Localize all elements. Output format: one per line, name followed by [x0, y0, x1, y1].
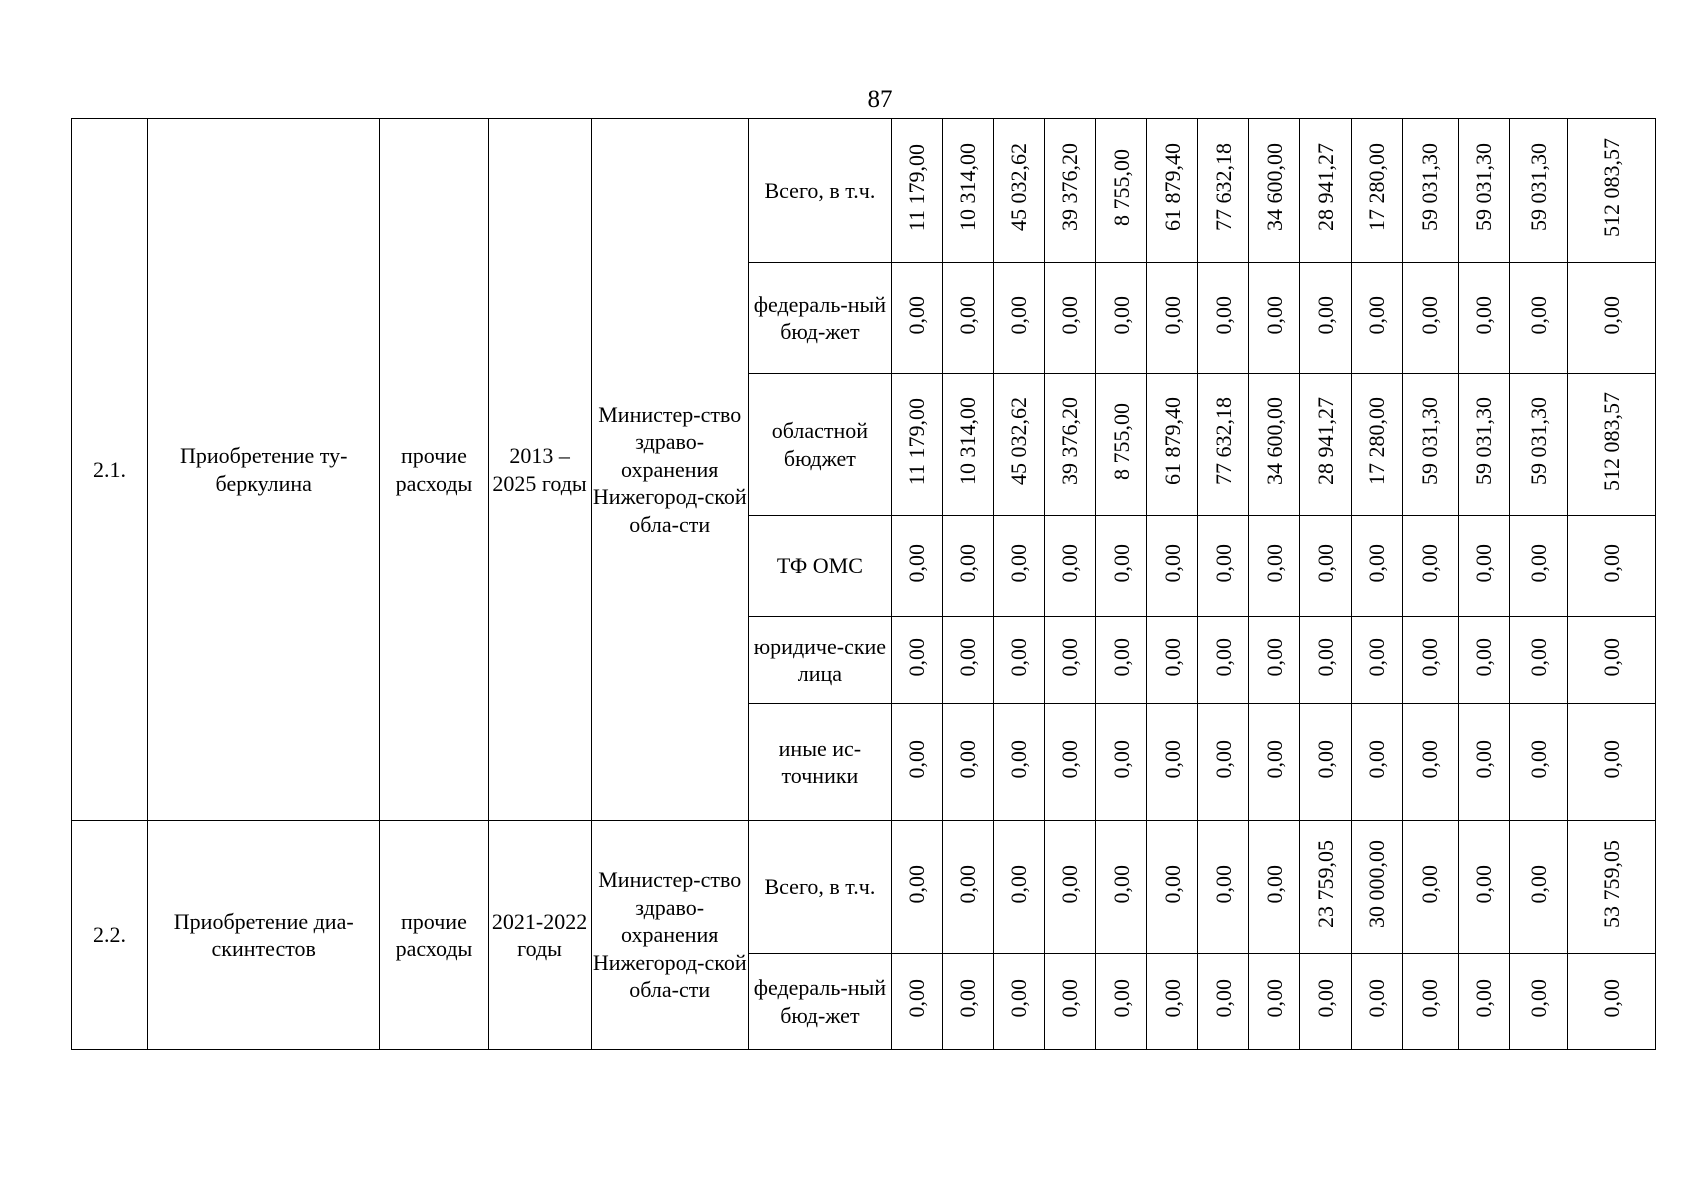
value-text: 0,00 [1312, 739, 1338, 778]
value-text: 512 083,57 [1598, 137, 1624, 237]
value-cell [1249, 263, 1300, 374]
value-cell [1198, 821, 1249, 954]
value-cell [994, 516, 1045, 617]
value-cell [1458, 704, 1509, 821]
value-text: 34 600,00 [1261, 397, 1287, 486]
value-text: 77 632,18 [1210, 143, 1236, 232]
value-cell [1147, 119, 1198, 263]
value-cell [1249, 617, 1300, 704]
value-cell [891, 704, 942, 821]
value-cell [1402, 704, 1458, 821]
value-cell [943, 516, 994, 617]
value-cell [1249, 704, 1300, 821]
value-text: 0,00 [1210, 864, 1236, 903]
value-cell [994, 954, 1045, 1050]
value-text: 59 031,30 [1470, 397, 1496, 486]
value-cell [1249, 374, 1300, 516]
value-text: 0,00 [1108, 295, 1134, 334]
value-text: 0,00 [1312, 295, 1338, 334]
value-text: 0,00 [1261, 979, 1287, 1018]
value-cell [1509, 263, 1567, 374]
value-cell [1351, 617, 1402, 704]
value-cell [1147, 704, 1198, 821]
value-text: 45 032,62 [1006, 397, 1032, 486]
page-number: 87 [867, 86, 893, 113]
funding-source-label: Всего, в т.ч. [748, 821, 891, 954]
value-cell [1567, 617, 1655, 704]
value-text: 0,00 [1057, 295, 1083, 334]
table-row [72, 119, 1656, 263]
value-text: 0,00 [1006, 295, 1032, 334]
value-cell [1458, 263, 1509, 374]
budget-table [71, 118, 1656, 1050]
value-text: 0,00 [1470, 295, 1496, 334]
value-text: 0,00 [955, 739, 981, 778]
value-text: 0,00 [1598, 637, 1624, 676]
value-text: 512 083,57 [1598, 391, 1624, 491]
value-text: 0,00 [1159, 739, 1185, 778]
value-text: 59 031,30 [1525, 397, 1551, 486]
expense-type: прочие расходы [380, 119, 488, 821]
value-cell [1096, 954, 1147, 1050]
value-text: 0,00 [1108, 543, 1134, 582]
value-cell [1300, 374, 1351, 516]
value-cell [1402, 954, 1458, 1050]
value-cell [1045, 821, 1096, 954]
value-cell [1045, 617, 1096, 704]
value-cell [891, 516, 942, 617]
value-cell [1402, 821, 1458, 954]
value-text: 0,00 [1006, 543, 1032, 582]
value-cell [891, 954, 942, 1050]
value-cell [1458, 374, 1509, 516]
value-cell [1198, 516, 1249, 617]
value-text: 0,00 [1210, 543, 1236, 582]
value-cell [943, 954, 994, 1050]
value-cell [1096, 263, 1147, 374]
value-cell [1096, 704, 1147, 821]
value-cell [1198, 119, 1249, 263]
value-cell [1509, 119, 1567, 263]
value-text: 0,00 [1470, 864, 1496, 903]
value-cell [1351, 119, 1402, 263]
value-cell [1351, 704, 1402, 821]
value-text: 0,00 [1470, 543, 1496, 582]
value-text: 0,00 [1210, 637, 1236, 676]
value-cell [1147, 516, 1198, 617]
value-text: 8 755,00 [1108, 402, 1134, 480]
value-cell [891, 263, 942, 374]
value-text: 0,00 [1261, 637, 1287, 676]
value-text: 0,00 [1470, 637, 1496, 676]
value-text: 0,00 [1363, 543, 1389, 582]
value-text: 0,00 [1057, 739, 1083, 778]
funding-source-label: иные ис-точники [748, 704, 891, 821]
value-text: 0,00 [1159, 637, 1185, 676]
value-cell [943, 617, 994, 704]
table-row [72, 821, 1656, 954]
value-cell [1045, 704, 1096, 821]
value-cell [1509, 821, 1567, 954]
value-text: 0,00 [1312, 979, 1338, 1018]
value-cell [891, 821, 942, 954]
value-cell [1509, 704, 1567, 821]
value-cell [994, 119, 1045, 263]
value-text: 0,00 [1470, 979, 1496, 1018]
value-text: 0,00 [1417, 295, 1443, 334]
value-cell [1045, 516, 1096, 617]
value-cell [1351, 954, 1402, 1050]
value-text: 0,00 [1525, 543, 1551, 582]
value-text: 0,00 [1363, 295, 1389, 334]
value-cell [1045, 954, 1096, 1050]
period: 2021-2022 годы [488, 821, 591, 1050]
funding-source-label: областной бюджет [748, 374, 891, 516]
value-text: 10 314,00 [955, 143, 981, 232]
value-text: 0,00 [1057, 637, 1083, 676]
value-text: 0,00 [1159, 979, 1185, 1018]
value-text: 28 941,27 [1312, 143, 1338, 232]
value-text: 0,00 [1598, 543, 1624, 582]
funding-source-label: федераль-ный бюд-жет [748, 263, 891, 374]
value-text: 0,00 [1261, 864, 1287, 903]
value-cell [1198, 954, 1249, 1050]
value-cell [1045, 119, 1096, 263]
value-cell [943, 374, 994, 516]
value-cell [1198, 704, 1249, 821]
value-cell [1198, 617, 1249, 704]
value-text: 34 600,00 [1261, 143, 1287, 232]
value-cell [1249, 821, 1300, 954]
value-cell [1198, 263, 1249, 374]
item-number: 2.1. [72, 119, 148, 821]
value-cell [1351, 374, 1402, 516]
value-text: 0,00 [1417, 864, 1443, 903]
value-text: 61 879,40 [1159, 397, 1185, 486]
value-cell [994, 617, 1045, 704]
value-cell [1300, 516, 1351, 617]
value-text: 0,00 [1525, 637, 1551, 676]
value-cell [1045, 374, 1096, 516]
item-number: 2.2. [72, 821, 148, 1050]
value-cell [1147, 374, 1198, 516]
value-text: 45 032,62 [1006, 143, 1032, 232]
value-cell [891, 374, 942, 516]
value-cell [1567, 516, 1655, 617]
value-text: 0,00 [1598, 295, 1624, 334]
value-text: 0,00 [1006, 979, 1032, 1018]
value-cell [1249, 119, 1300, 263]
value-cell [1300, 954, 1351, 1050]
value-text: 0,00 [1525, 739, 1551, 778]
value-cell [1351, 821, 1402, 954]
value-cell [943, 821, 994, 954]
value-text: 53 759,05 [1598, 839, 1624, 928]
value-cell [994, 374, 1045, 516]
value-text: 23 759,05 [1312, 839, 1338, 928]
value-cell [1402, 263, 1458, 374]
value-cell [1351, 516, 1402, 617]
value-cell [1509, 954, 1567, 1050]
value-text: 11 179,00 [904, 397, 930, 485]
value-text: 11 179,00 [904, 143, 930, 231]
value-cell [1096, 374, 1147, 516]
value-cell [1458, 617, 1509, 704]
value-text: 0,00 [1363, 739, 1389, 778]
value-text: 0,00 [1525, 864, 1551, 903]
value-cell [1567, 821, 1655, 954]
funding-source-label: юридиче-ские лица [748, 617, 891, 704]
value-cell [943, 263, 994, 374]
funding-source-label: ТФ ОМС [748, 516, 891, 617]
value-cell [1402, 617, 1458, 704]
value-cell [1147, 263, 1198, 374]
value-text: 59 031,30 [1417, 397, 1443, 486]
value-cell [994, 821, 1045, 954]
value-text: 0,00 [1417, 979, 1443, 1018]
value-text: 0,00 [1210, 739, 1236, 778]
value-text: 0,00 [1159, 864, 1185, 903]
value-cell [1458, 516, 1509, 617]
value-cell [1198, 374, 1249, 516]
value-cell [943, 119, 994, 263]
value-cell [1045, 263, 1096, 374]
expense-type: прочие расходы [380, 821, 488, 1050]
value-text: 0,00 [1210, 295, 1236, 334]
value-text: 0,00 [1598, 979, 1624, 1018]
value-text: 0,00 [955, 864, 981, 903]
value-text: 0,00 [1057, 864, 1083, 903]
value-cell [1300, 821, 1351, 954]
executor: Министер-ство здраво-охранения Нижегород-ской обла-сти [591, 119, 748, 821]
value-text: 0,00 [1363, 637, 1389, 676]
value-cell [1458, 954, 1509, 1050]
value-cell [1096, 821, 1147, 954]
value-cell [1147, 821, 1198, 954]
value-text: 0,00 [1312, 543, 1338, 582]
value-cell [1096, 516, 1147, 617]
value-text: 17 280,00 [1363, 397, 1389, 486]
funding-source-label: федераль-ный бюд-жет [748, 954, 891, 1050]
value-text: 0,00 [1006, 739, 1032, 778]
value-text: 0,00 [1417, 739, 1443, 778]
value-cell [1147, 617, 1198, 704]
item-name: Приобретение диа-скинтестов [148, 821, 380, 1050]
value-text: 0,00 [1057, 979, 1083, 1018]
value-cell [1249, 954, 1300, 1050]
value-text: 0,00 [1598, 739, 1624, 778]
value-cell [1096, 119, 1147, 263]
value-cell [1458, 821, 1509, 954]
value-text: 0,00 [1525, 979, 1551, 1018]
executor: Министер-ство здраво-охранения Нижегород-ской обла-сти [591, 821, 748, 1050]
value-cell [1567, 263, 1655, 374]
value-text: 0,00 [955, 979, 981, 1018]
value-text: 59 031,30 [1470, 143, 1496, 232]
value-text: 0,00 [1159, 543, 1185, 582]
value-cell [1300, 617, 1351, 704]
value-text: 0,00 [904, 637, 930, 676]
value-text: 0,00 [1108, 979, 1134, 1018]
value-text: 0,00 [1312, 637, 1338, 676]
value-text: 0,00 [955, 637, 981, 676]
value-cell [1458, 119, 1509, 263]
value-cell [891, 119, 942, 263]
value-text: 0,00 [904, 543, 930, 582]
funding-source-label: Всего, в т.ч. [748, 119, 891, 263]
value-cell [1509, 374, 1567, 516]
value-text: 10 314,00 [955, 397, 981, 486]
value-cell [1567, 374, 1655, 516]
value-cell [1351, 263, 1402, 374]
value-cell [1249, 516, 1300, 617]
value-cell [1402, 119, 1458, 263]
value-text: 61 879,40 [1159, 143, 1185, 232]
value-text: 0,00 [1261, 543, 1287, 582]
value-text: 0,00 [904, 979, 930, 1018]
value-text: 30 000,00 [1363, 839, 1389, 928]
value-cell [891, 617, 942, 704]
value-text: 0,00 [1525, 295, 1551, 334]
item-name: Приобретение ту-беркулина [148, 119, 380, 821]
value-text: 77 632,18 [1210, 397, 1236, 486]
value-cell [1509, 617, 1567, 704]
value-text: 39 376,20 [1057, 397, 1083, 486]
value-text: 0,00 [1159, 295, 1185, 334]
period: 2013 – 2025 годы [488, 119, 591, 821]
value-text: 0,00 [1108, 739, 1134, 778]
value-cell [1096, 617, 1147, 704]
value-text: 0,00 [1363, 979, 1389, 1018]
value-text: 0,00 [904, 739, 930, 778]
value-text: 0,00 [955, 543, 981, 582]
value-cell [1300, 263, 1351, 374]
value-cell [1300, 119, 1351, 263]
value-cell [1567, 954, 1655, 1050]
value-text: 59 031,30 [1417, 143, 1443, 232]
value-text: 28 941,27 [1312, 397, 1338, 486]
value-text: 0,00 [1470, 739, 1496, 778]
value-cell [1509, 516, 1567, 617]
value-cell [1567, 704, 1655, 821]
value-cell [1567, 119, 1655, 263]
value-text: 0,00 [1108, 637, 1134, 676]
value-text: 0,00 [904, 864, 930, 903]
value-text: 0,00 [904, 295, 930, 334]
value-text: 8 755,00 [1108, 148, 1134, 226]
value-text: 0,00 [955, 295, 981, 334]
value-cell [1147, 954, 1198, 1050]
value-text: 39 376,20 [1057, 143, 1083, 232]
value-text: 0,00 [1057, 543, 1083, 582]
value-text: 0,00 [1261, 295, 1287, 334]
value-cell [1300, 704, 1351, 821]
value-text: 0,00 [1006, 864, 1032, 903]
value-text: 0,00 [1006, 637, 1032, 676]
value-text: 59 031,30 [1525, 143, 1551, 232]
value-cell [1402, 374, 1458, 516]
value-text: 0,00 [1261, 739, 1287, 778]
value-cell [943, 704, 994, 821]
value-cell [1402, 516, 1458, 617]
value-text: 0,00 [1108, 864, 1134, 903]
value-text: 0,00 [1210, 979, 1236, 1018]
value-cell [994, 263, 1045, 374]
value-text: 0,00 [1417, 543, 1443, 582]
value-text: 17 280,00 [1363, 143, 1389, 232]
value-cell [994, 704, 1045, 821]
value-text: 0,00 [1417, 637, 1443, 676]
